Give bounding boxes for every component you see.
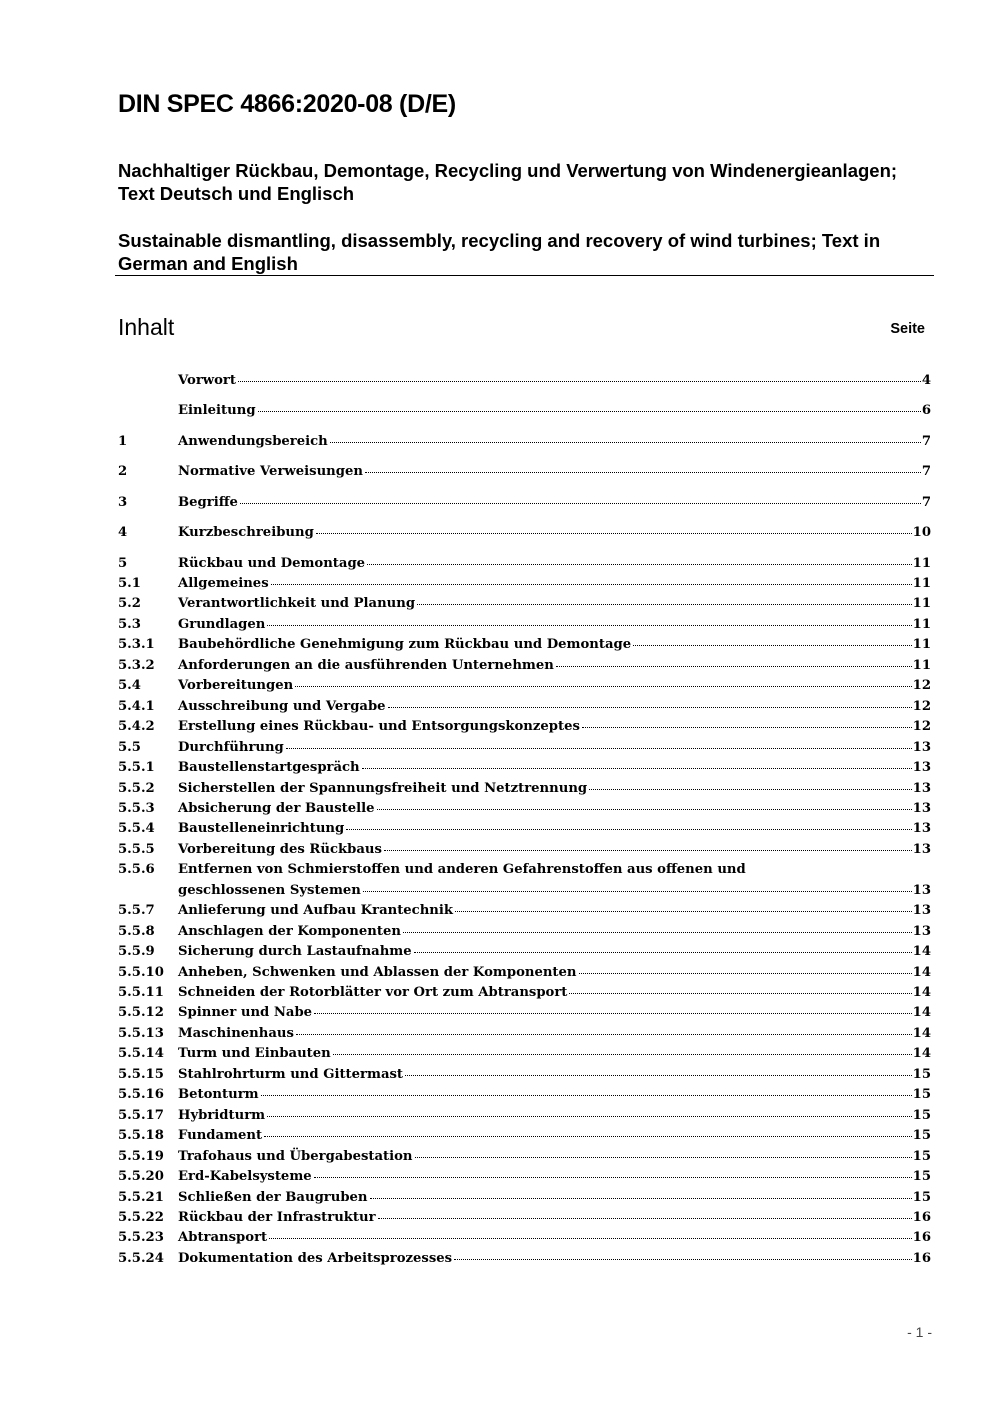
toc-entry-number: 5.5.22 [118,1209,164,1225]
toc-dot-leader [363,891,912,892]
toc-entry-title: Dokumentation des Arbeitsprozesses [178,1250,453,1266]
toc-dot-leader [579,973,912,974]
toc-entry-title: Schneiden der Rotorblätter vor Ort zum Abtransport [178,985,568,1000]
toc-entry-number: 5.5.23 [118,1230,164,1246]
toc-entry[interactable] [118,963,931,983]
toc-entry[interactable] [118,942,931,962]
toc-dot-leader [365,472,921,473]
toc-dot-leader [296,1034,912,1035]
toc-entry-page: 11 [912,637,931,653]
toc-dot-leader [370,1198,912,1199]
toc-entry-title: Baustelleneinrichtung [178,821,345,837]
toc-entry-number: 5.5.2 [118,780,155,796]
toc-entry[interactable] [118,1106,931,1126]
toc-entry-page: 12 [912,719,931,735]
toc-entry[interactable] [118,1065,931,1085]
toc-entry-title: Sicherung durch Lastaufnahme [178,944,412,960]
toc-entry-title: Anlieferung und Aufbau Krantechnik [178,903,454,919]
toc-entry-title: Vorbereitungen [178,678,294,694]
toc-entry-title: Vorbereitung des Rückbaus [178,841,382,857]
toc-entry[interactable] [118,779,931,799]
toc-entry-page: 13 [912,821,931,837]
toc-dot-leader [271,584,912,585]
toc-dot-leader [384,850,912,851]
toc-dot-leader [403,932,912,933]
toc-entry-page: 14 [912,1005,931,1021]
toc-entry-page: 13 [912,760,931,776]
toc-dot-leader [295,686,911,687]
toc-entry[interactable] [118,738,931,758]
toc-entry-page: 14 [912,1046,931,1062]
toc-entry-number: 5.5.19 [118,1148,164,1164]
toc-entry-number: 5.4.1 [118,698,155,714]
toc-entry[interactable] [118,1167,931,1187]
toc-dot-leader [455,911,912,912]
toc-entry-number: 5.5.5 [118,841,155,857]
toc-entry[interactable] [118,656,931,676]
toc-dot-leader [314,1177,912,1178]
toc-dot-leader [417,604,912,605]
toc-entry[interactable] [118,523,931,543]
toc-entry-page: 15 [912,1066,931,1082]
toc-entry-number: 5.5.6 [118,862,155,878]
toc-entry-page: 13 [912,882,931,898]
toc-entry-title: Anwendungsbereich [178,434,328,449]
toc-entry[interactable] [118,717,931,737]
toc-entry-number: 5.5.16 [118,1087,164,1103]
toc-entry[interactable] [118,819,931,839]
toc-entry-title: Anforderungen an die ausführenden Unternehmen [178,657,554,673]
toc-entry-title: Hybridturm [178,1107,266,1123]
toc-entry[interactable] [118,1003,931,1023]
toc-entry-number: 5.5.20 [118,1169,164,1185]
toc-entry[interactable] [118,1188,931,1208]
toc-entry-number: 5.3.2 [118,657,155,673]
toc-entry[interactable] [118,493,931,513]
toc-entry-number: 5.5.21 [118,1189,164,1205]
toc-entry-title: Vorwort [178,373,236,388]
toc-dot-leader [264,1136,912,1137]
toc-entry-page: 16 [912,1230,931,1246]
toc-entry-title: Erstellung eines Rückbau- und Entsorgungskonzeptes [178,719,580,735]
toc-entry-page: 11 [912,657,931,673]
toc-dot-leader [333,1054,912,1055]
toc-entry[interactable] [118,676,931,696]
toc-entry-title: Normative Verweisungen [178,464,363,479]
toc-entry-number: 5.5 [118,739,141,755]
toc-entry-title: Spinner und Nabe [178,1005,313,1021]
toc-dot-leader [267,1116,912,1117]
toc-dot-leader [415,1157,912,1158]
toc-dot-leader [362,768,912,769]
toc-entry-title: Absicherung der Baustelle [178,800,375,816]
toc-entry-page: 13 [912,780,931,796]
toc-entry-page: 15 [912,1148,931,1164]
toc-entry[interactable] [118,840,931,860]
toc-entry[interactable] [118,635,931,655]
toc-entry-number: 1 [118,434,128,449]
toc-entry-title: Grundlagen [178,616,266,632]
toc-dot-leader [414,952,912,953]
toc-entry-page: 7 [921,495,931,510]
toc-entry-number: 5.5.18 [118,1128,164,1144]
toc-entry[interactable] [118,758,931,778]
toc-entry[interactable] [118,983,931,1003]
toc-entry-page: 13 [912,841,931,857]
toc-entry-page: 16 [912,1250,931,1266]
toc-entry-page: 15 [912,1107,931,1123]
toc-entry-number: 5.5.11 [118,985,164,1000]
toc-entry-title: Schließen der Baugruben [178,1189,368,1205]
toc-entry-page: 11 [912,556,931,571]
toc-dot-leader [240,503,921,504]
toc-entry-title: Sicherstellen der Spannungsfreiheit und Netztrennung [178,780,588,796]
toc-entry[interactable] [118,371,931,391]
toc-dot-leader [556,666,912,667]
toc-entry-title: Trafohaus und Übergabestation [178,1148,413,1164]
toc-dot-leader [388,707,912,708]
toc-dot-leader [238,381,921,382]
toc-entry-page: 15 [912,1189,931,1205]
toc-entry-page: 15 [912,1087,931,1103]
toc-entry-title: Abtransport [178,1230,268,1246]
toc-entry-number: 4 [118,525,128,540]
toc-entry[interactable] [118,1208,931,1228]
toc-entry-title: Fundament [178,1128,263,1144]
toc-entry[interactable] [118,615,931,635]
toc-entry-title: Baubehördliche Genehmigung zum Rückbau und Demontage [178,637,632,653]
toc-entry-page: 13 [912,800,931,816]
toc-entry[interactable] [118,1044,931,1064]
toc-dot-leader [377,809,912,810]
toc-entry[interactable] [118,594,931,614]
toc-entry-page: 12 [912,698,931,714]
title-divider [115,275,934,276]
toc-dot-leader [258,411,921,412]
toc-entry[interactable] [118,1228,931,1248]
toc-entry-page: 16 [912,1209,931,1225]
toc-entry-number: 5.5.12 [118,1005,164,1021]
toc-entry[interactable] [118,574,931,594]
toc-dot-leader [405,1075,912,1076]
toc-dot-leader [367,564,912,565]
toc-entry-title: Entfernen von Schmierstoffen und anderen Gefahrenstoffen aus offenen und [178,862,746,878]
toc-heading: Inhalt [118,314,175,340]
toc-entry-title: Kurzbeschreibung [178,525,314,540]
toc-entry-page: 14 [912,944,931,960]
toc-entry-number: 5.4.2 [118,719,155,735]
toc-entry-number: 5.3.1 [118,637,155,653]
toc-entry-number: 5.5.24 [118,1250,164,1266]
document-title: DIN SPEC 4866:2020-08 (D/E) [118,90,456,118]
toc-entry[interactable] [118,432,931,452]
toc-entry-number: 5.5.17 [118,1107,164,1123]
toc-entry-title: Baustellenstartgespräch [178,760,360,776]
toc-entry[interactable] [118,697,931,717]
toc-entry-number: 5.5.9 [118,944,155,960]
toc-entry-page: 14 [912,985,931,1000]
toc-entry-page: 14 [912,964,931,980]
toc-entry-page: 15 [912,1128,931,1144]
toc-entry-page: 10 [912,525,931,540]
toc-entry-title: Betonturm [178,1087,259,1103]
toc-dot-leader [316,533,912,534]
toc-entry-number: 5.5.14 [118,1046,164,1062]
toc-page-column-label: Seite [890,321,925,337]
toc-entry[interactable] [118,1249,931,1269]
toc-entry-title: Begriffe [178,495,238,510]
toc-entry-number: 5.5.8 [118,923,155,939]
toc-entry-number: 5.5.4 [118,821,155,837]
toc-entry-page: 6 [921,403,931,418]
toc-dot-leader [589,789,912,790]
toc-dot-leader [267,625,911,626]
toc-dot-leader [582,727,912,728]
toc-entry-title: Anschlagen der Komponenten [178,923,401,939]
toc-dot-leader [261,1095,912,1096]
toc-entry[interactable] [118,901,931,921]
toc-entry-page: 13 [912,739,931,755]
toc-entry[interactable] [118,554,931,574]
toc-entry-number: 5 [118,556,128,571]
toc-entry-number: 5.5.1 [118,760,155,776]
toc-entry-number: 5.5.13 [118,1025,164,1041]
toc-entry[interactable] [118,922,931,942]
toc-entry-title: Stahlrohrturm und Gittermast [178,1066,404,1082]
toc-entry-page: 4 [921,373,931,388]
toc-entry-number: 3 [118,495,128,510]
toc-dot-leader [346,829,911,830]
toc-entry[interactable] [118,401,931,421]
toc-entry-page: 7 [921,434,931,449]
toc-entry-page: 14 [912,1025,931,1041]
toc-entry-page: 11 [912,576,931,591]
toc-entry-title: Rückbau der Infrastruktur [178,1209,376,1225]
toc-dot-leader [378,1218,912,1219]
toc-entry-number: 5.1 [118,576,141,591]
toc-entry-title: geschlossenen Systemen [178,882,361,898]
toc-entry-title: Einleitung [178,403,256,418]
subtitle-english: Sustainable dismantling, disassembly, recycling and recovery of wind turbines; Text in German and English [118,230,881,274]
toc-dot-leader [314,1013,912,1014]
toc-entry[interactable] [118,860,931,880]
toc-entry[interactable] [118,462,931,482]
toc-entry-number: 5.5.10 [118,964,164,980]
toc-dot-leader [633,645,912,646]
toc-entry-title: Verantwortlichkeit und Planung [178,596,416,612]
toc-entry-title: Allgemeines [178,576,269,591]
toc-dot-leader [286,748,912,749]
toc-entry-page: 15 [912,1169,931,1185]
toc-entry-number: 5.4 [118,678,141,694]
toc-entry-number: 5.2 [118,596,141,612]
toc-entry-number: 5.5.7 [118,903,155,919]
toc-entry-number: 5.3 [118,616,141,632]
toc-entry-title: Rückbau und Demontage [178,556,366,571]
toc-entry[interactable] [118,1147,931,1167]
toc-entry[interactable] [118,881,931,901]
toc-entry-title: Durchführung [178,739,284,755]
toc-entry-title: Erd-Kabelsysteme [178,1169,312,1185]
toc-entry-page: 11 [912,596,931,612]
toc-entry-page: 13 [912,903,931,919]
toc-entry-page: 12 [912,678,931,694]
toc-entry-title: Turm und Einbauten [178,1046,331,1062]
toc-entry[interactable] [118,799,931,819]
toc-entry-title: Maschinenhaus [178,1025,294,1041]
toc-entry[interactable] [118,1126,931,1146]
toc-entry-title: Anheben, Schwenken und Ablassen der Komponenten [178,964,577,980]
toc-entry-number: 2 [118,464,128,479]
toc-entry[interactable] [118,1024,931,1044]
toc-entry-page: 7 [921,464,931,479]
toc-entry[interactable] [118,1085,931,1105]
page-number: - 1 - [907,1324,932,1340]
subtitle-german: Nachhaltiger Rückbau, Demontage, Recycling und Verwertung von Windenergieanlagen; Text Deutsch und Englisch [118,160,898,204]
toc-dot-leader [269,1238,912,1239]
toc-entry-number: 5.5.3 [118,800,155,816]
toc-dot-leader [454,1259,912,1260]
toc-dot-leader [330,442,921,443]
toc-entry-number: 5.5.15 [118,1066,164,1082]
toc-entry-title: Ausschreibung und Vergabe [178,698,386,714]
toc-entry-page: 13 [912,923,931,939]
toc-entry-page: 11 [912,616,931,632]
toc-dot-leader [569,993,911,994]
